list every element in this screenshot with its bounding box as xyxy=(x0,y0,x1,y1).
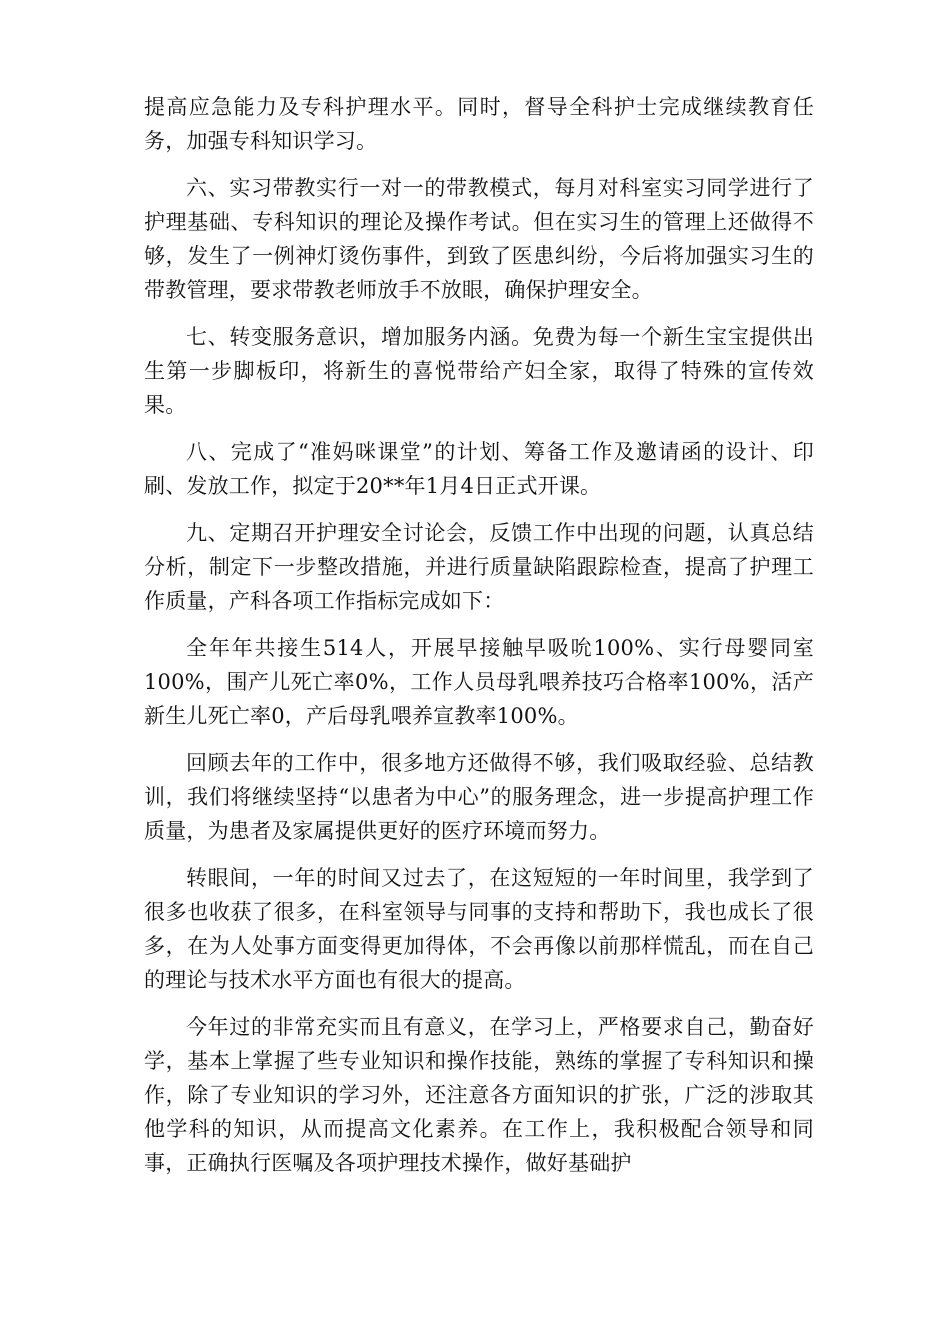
paragraph-item-8: 八、完成了“准妈咪课堂”的计划、筹备工作及邀请函的设计、印刷、发放工作，拟定于20**年1月4日正式开课。 xyxy=(144,440,814,498)
paragraph-item-7: 七、转变服务意识，增加服务内涵。免费为每一个新生宝宝提供出生第一步脚板印，将新生的喜悦带给产妇全家，取得了特殊的宣传效果。 xyxy=(144,325,814,417)
paragraph-study-work: 今年过的非常充实而且有意义，在学习上，严格要求自己，勤奋好学，基本上掌握了些专业知识和操作技能，熟练的掌握了专科知识和操作，除了专业知识的学习外，还注意各方面知识的扩张，广泛的涉取其他学科的知识，从而提高文化素养。在工作上，我积极配合领导和同事，正确执行医嘱及各项护理技术操作，做好基础护 xyxy=(144,1015,814,1175)
paragraph-reflection: 转眼间，一年的时间又过去了，在这短短的一年时间里，我学到了很多也收获了很多，在科室领导与同事的支持和帮助下，我也成长了很多，在为人处事方面变得更加得体，不会再像以前那样慌乱，而在自己的理论与技术水平方面也有很大的提高。 xyxy=(144,866,814,992)
paragraph-item-6: 六、实习带教实行一对一的带教模式，每月对科室实习同学进行了护理基础、专科知识的理论及操作考试。但在实习生的管理上还做得不够，发生了一例神灯烫伤事件，到致了医患纠纷，今后将加强实习生的带教管理，要求带教老师放手不放眼，确保护理安全。 xyxy=(144,176,814,302)
document-body xyxy=(144,90,814,1193)
paragraph-review: 回顾去年的工作中，很多地方还做得不够，我们吸取经验、总结教训，我们将继续坚持“以患者为中心”的服务理念，进一步提高护理工作质量，为患者及家属提供更好的医疗环境而努力。 xyxy=(144,751,814,843)
paragraph-statistics: 全年年共接生514人，开展早接触早吸吮100%、实行母婴同室100%，围产儿死亡率0%，工作人员母乳喂养技巧合格率100%，活产新生儿死亡率0，产后母乳喂养宣教率100%。 xyxy=(144,636,814,728)
paragraph-item-9: 九、定期召开护理安全讨论会，反馈工作中出现的问题，认真总结分析，制定下一步整改措施，并进行质量缺陷跟踪检查，提高了护理工作质量，产科各项工作指标完成如下： xyxy=(144,521,814,613)
paragraph-continuation: 提高应急能力及专科护理水平。同时，督导全科护士完成继续教育任务，加强专科知识学习。 xyxy=(144,95,814,153)
